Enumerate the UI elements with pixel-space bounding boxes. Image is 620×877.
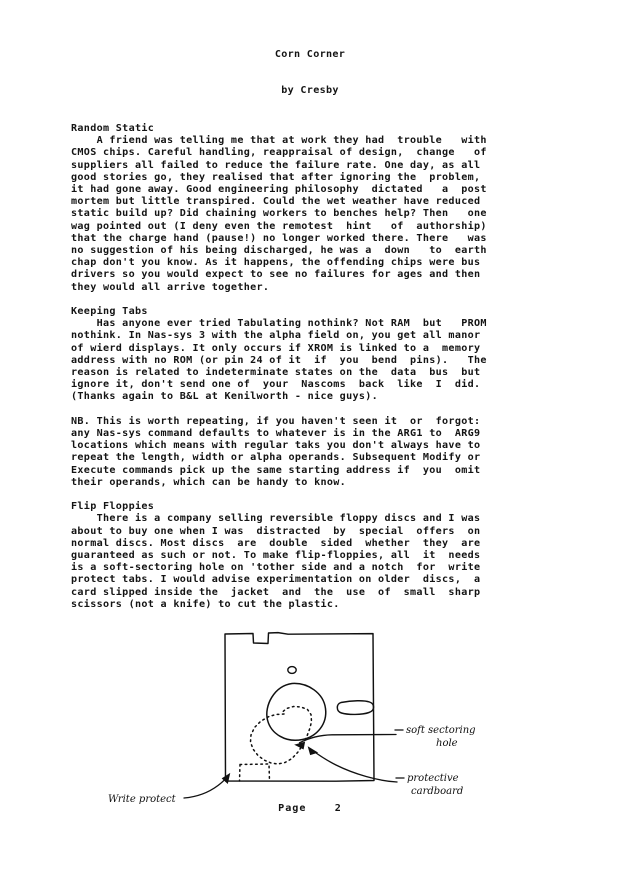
byline	[0, 85, 620, 97]
protective-cardboard-leader-line	[312, 750, 397, 782]
text-line: (Thanks again to B&L at Kenilworth - nice guys).	[71, 391, 379, 403]
text-line: static build up? Did chaining workers to benches help? Then one	[71, 208, 487, 220]
text-line: repeat the length, width or alpha operands. Subsequent Modify or	[71, 452, 481, 464]
text-line: about to buy one when I was distracted by special offers on	[71, 525, 481, 537]
text-line: drivers so you would expect to see no failures for ages and then	[71, 269, 481, 281]
annotation-soft-sectoring-hole-line2: hole	[436, 738, 458, 749]
paragraph	[71, 135, 559, 294]
soft-sectoring-leader-line	[300, 735, 397, 743]
text-line: normal discs. Most discs are double sided whether they are	[71, 537, 481, 549]
page-number-label: Page 2	[278, 803, 342, 814]
text-line: their operands, which can be handy to know.	[71, 476, 347, 488]
paragraph-gap	[71, 489, 559, 501]
text-line: suppliers all failed to reduce the failure rate. One day, as all	[71, 159, 481, 171]
text-line: wag pointed out (I deny even the remotest hint of authorship)	[71, 220, 487, 232]
centre-hub-hole	[267, 683, 326, 740]
text-line: of wierd displays. It only occurs if XROM is linked to a memory	[71, 342, 481, 354]
text-line: no suggestion of his being discharged, he was a down to earth	[71, 245, 487, 257]
text-line: reason is related to indeterminate states on the data bus but	[71, 367, 481, 379]
text-line: card slipped inside the jacket and the use of small sharp	[71, 586, 481, 598]
text-line: chap don't you know. As it happens, the offending chips were bus	[71, 257, 481, 269]
cardboard-liner-dotted	[251, 707, 312, 765]
annotation-protective-cardboard-line1: protective	[407, 773, 459, 784]
paragraph-gap	[71, 294, 559, 306]
author-byline: by Cresby	[281, 85, 339, 96]
document-title: Corn Corner	[274, 49, 346, 60]
text-line: mortem but little transpired. Could the wet weather have reduced	[71, 196, 481, 208]
section-nb-note	[71, 416, 559, 489]
text-line: good stories go, they realised that after ignoring the problem,	[71, 171, 481, 183]
paragraph	[71, 513, 559, 611]
text-line: protect tabs. I would advise experimentation on older discs, a	[71, 574, 481, 586]
paragraph	[71, 416, 559, 489]
text-line: ignore it, don't send one of your Nascoms back like I did.	[71, 379, 481, 391]
page-footer	[0, 796, 620, 815]
text-line: nothink. In Nas-sys 3 with the alpha field on, you get all manor	[71, 330, 481, 342]
annotation-write-protect: Write protect	[108, 794, 176, 805]
text-line: CMOS chips. Careful handling, reappraisal of design, change of	[71, 147, 487, 159]
text-line: address with no ROM (or pin 24 of it if you bend pins). The	[71, 354, 487, 366]
text-line: NB. This is worth repeating, if you haven't seen it or forgot:	[71, 415, 481, 427]
page-title	[0, 49, 620, 61]
paragraph	[71, 318, 559, 403]
article-body	[71, 123, 559, 611]
text-line: A friend was telling me that at work they had trouble with	[71, 135, 487, 147]
text-line: Execute commands pick up the same starting address if you omit	[71, 464, 481, 476]
paragraph-gap	[71, 404, 559, 416]
head-access-slot	[337, 701, 373, 715]
text-line: locations which means with regular taks you don't always have to	[71, 440, 481, 452]
section-random-static	[71, 123, 559, 294]
text-line: is a soft-sectoring hole on 'tother side and a notch for write	[71, 562, 481, 574]
text-line: There is a company selling reversible floppy discs and I was	[71, 513, 481, 525]
write-protect-tab-dotted	[240, 764, 270, 781]
text-line: any Nas-sys command defaults to whatever is in the ARG1 to ARG9	[71, 428, 481, 440]
write-protect-leader-line	[184, 777, 227, 798]
index-hole	[288, 667, 296, 674]
text-line: Has anyone ever tried Tabulating nothink? Not RAM but PROM	[71, 318, 487, 330]
section-flip-floppies	[71, 501, 559, 611]
text-line: it had gone away. Good engineering philosophy dictated a post	[71, 184, 487, 196]
text-line: that the charge hand (pause!) no longer worked there. There was	[71, 232, 487, 244]
text-line: scissors (not a knife) to cut the plastic.	[71, 598, 340, 610]
section-heading: Random Static	[71, 123, 155, 134]
annotation-soft-sectoring-hole-line1: soft sectoring	[406, 725, 476, 736]
section-heading: Keeping Tabs	[71, 306, 148, 318]
section-keeping-tabs	[71, 306, 559, 404]
annotation-protective-cardboard-line2: cardboard	[411, 786, 464, 797]
section-heading: Flip Floppies	[71, 501, 155, 513]
text-line: guaranteed as such or not. To make flip-floppies, all it needs	[71, 550, 481, 562]
text-line: they would all arrive together.	[71, 281, 270, 293]
